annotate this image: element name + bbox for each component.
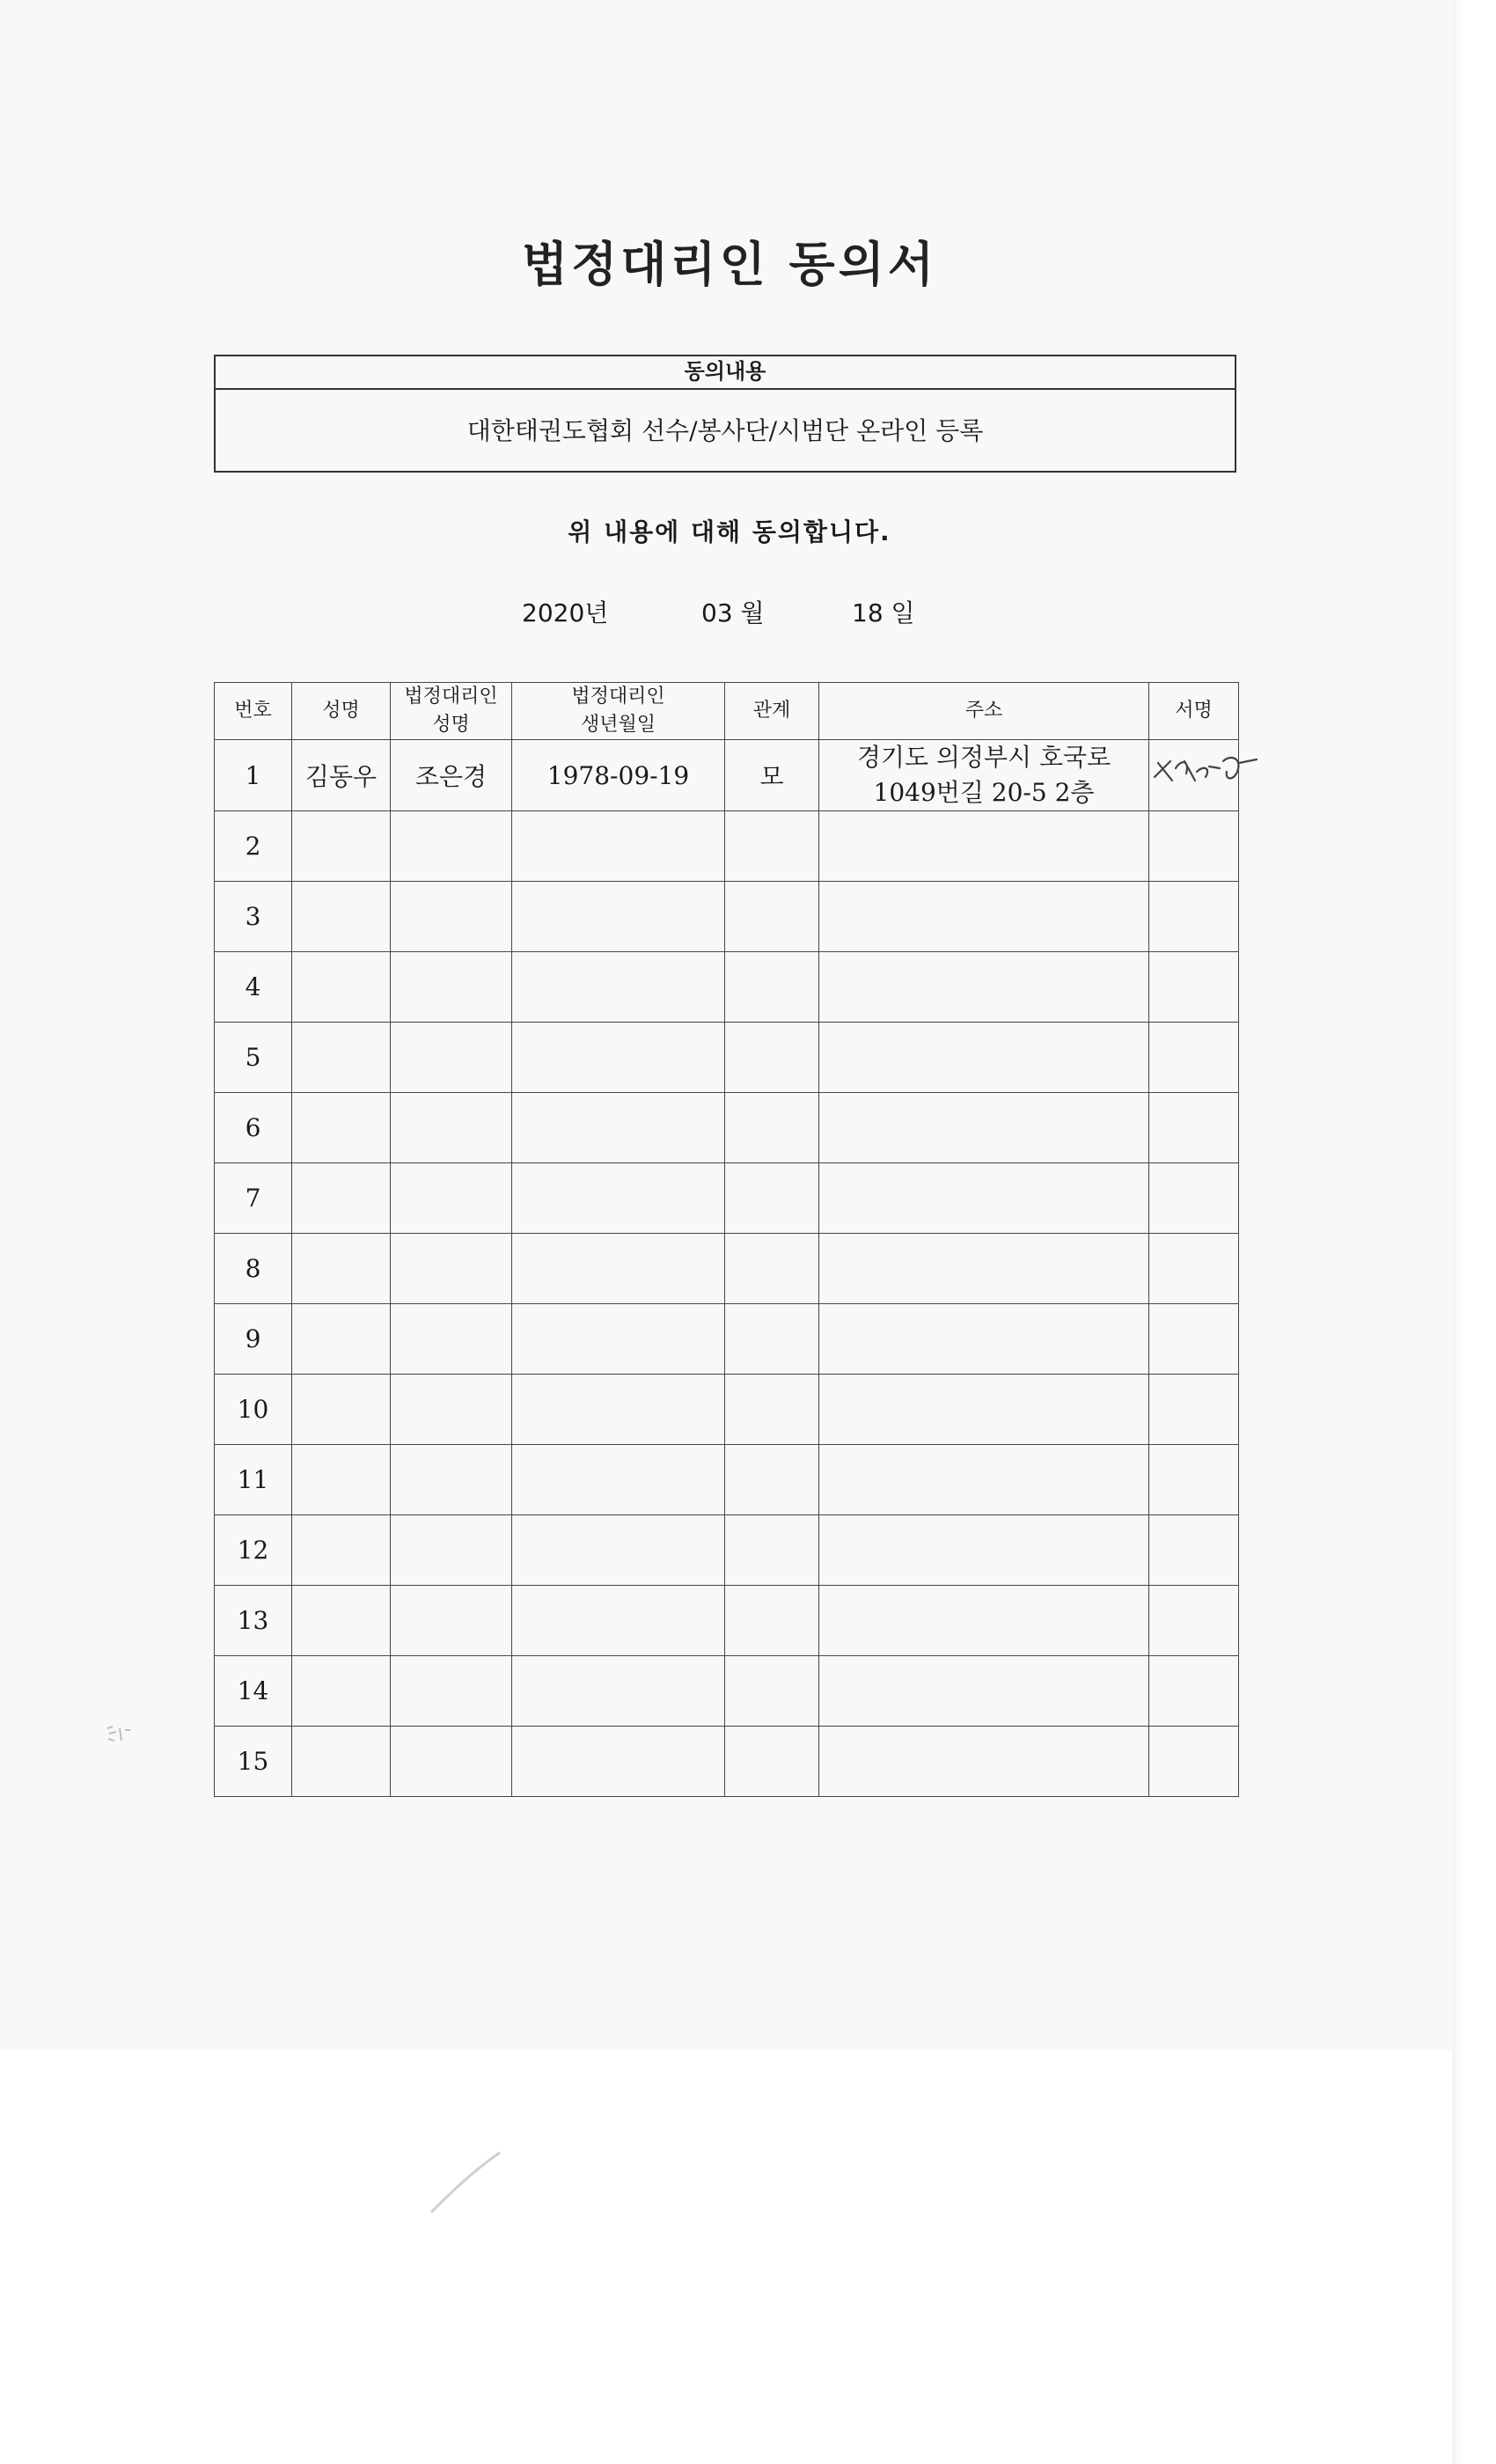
cell-no: 4 (215, 952, 292, 1023)
header-no: 번호 (215, 683, 292, 740)
address-line2: 1049번길 20-5 2층 (873, 778, 1095, 807)
header-guardian-birth-line1: 법정대리인 (571, 686, 665, 708)
table-row (215, 811, 1239, 882)
agree-statement: 위 내용에 대해 동의합니다. (568, 517, 891, 546)
table-row (215, 1445, 1239, 1515)
consent-content: 대한태권도협회 선수/봉사단/시범단 온라인 등록 (466, 416, 984, 445)
cell-no: 1 (215, 740, 292, 811)
cell-name: 김동우 (292, 740, 391, 811)
cell-no: 2 (215, 811, 292, 882)
cell-no: 14 (215, 1656, 292, 1727)
cell-relation: 모 (725, 740, 819, 811)
table-row (215, 1656, 1239, 1727)
header-guardian-name (391, 683, 512, 740)
cell-no: 8 (215, 1234, 292, 1304)
header-address: 주소 (819, 683, 1149, 740)
cell-no: 7 (215, 1163, 292, 1234)
consent-box (214, 355, 1236, 473)
cell-no: 5 (215, 1023, 292, 1093)
cell-no: 3 (215, 882, 292, 952)
table-row (215, 1515, 1239, 1586)
cell-no: 10 (215, 1375, 292, 1445)
table-row (215, 1163, 1239, 1234)
header-name: 성명 (292, 683, 391, 740)
table-row (215, 1023, 1239, 1093)
cell-no: 12 (215, 1515, 292, 1586)
header-guardian-birth (512, 683, 725, 740)
cell-signature (1149, 740, 1239, 811)
address-line1: 경기도 의정부시 호국로 (856, 743, 1111, 772)
table-row (215, 1375, 1239, 1445)
guardian-table (214, 682, 1239, 1797)
cell-no: 11 (215, 1445, 292, 1515)
cell-no: 6 (215, 1093, 292, 1163)
table-header-row (215, 683, 1239, 740)
cell-no: 15 (215, 1727, 292, 1797)
header-guardian-name-line2: 성명 (432, 714, 470, 736)
table-row (215, 740, 1239, 811)
header-signature: 서명 (1149, 683, 1239, 740)
handwritten-signature (1146, 742, 1278, 803)
date-day: 18 일 (852, 598, 915, 627)
table-row (215, 1727, 1239, 1797)
scan-mark (426, 2147, 505, 2218)
cell-guardian-name: 조은경 (391, 740, 512, 811)
header-relation: 관계 (725, 683, 819, 740)
table-row (215, 882, 1239, 952)
table-row (215, 1234, 1239, 1304)
scan-smudge (104, 1723, 136, 1746)
date-month: 03 월 (701, 598, 765, 627)
scan-edge (1452, 0, 1496, 2464)
cell-no: 9 (215, 1304, 292, 1375)
cell-address (819, 740, 1149, 811)
consent-header: 동의내용 (216, 356, 1235, 390)
header-guardian-birth-line2: 생년월일 (580, 714, 656, 736)
cell-guardian-birth: 1978-09-19 (512, 740, 725, 811)
table-row (215, 952, 1239, 1023)
table-row (215, 1586, 1239, 1656)
date-year: 2020년 (522, 598, 609, 627)
document-title: 법정대리인 동의서 (521, 237, 938, 292)
header-guardian-name-line1: 법정대리인 (404, 686, 498, 708)
table-row (215, 1093, 1239, 1163)
table-row (215, 1304, 1239, 1375)
cell-no: 13 (215, 1586, 292, 1656)
